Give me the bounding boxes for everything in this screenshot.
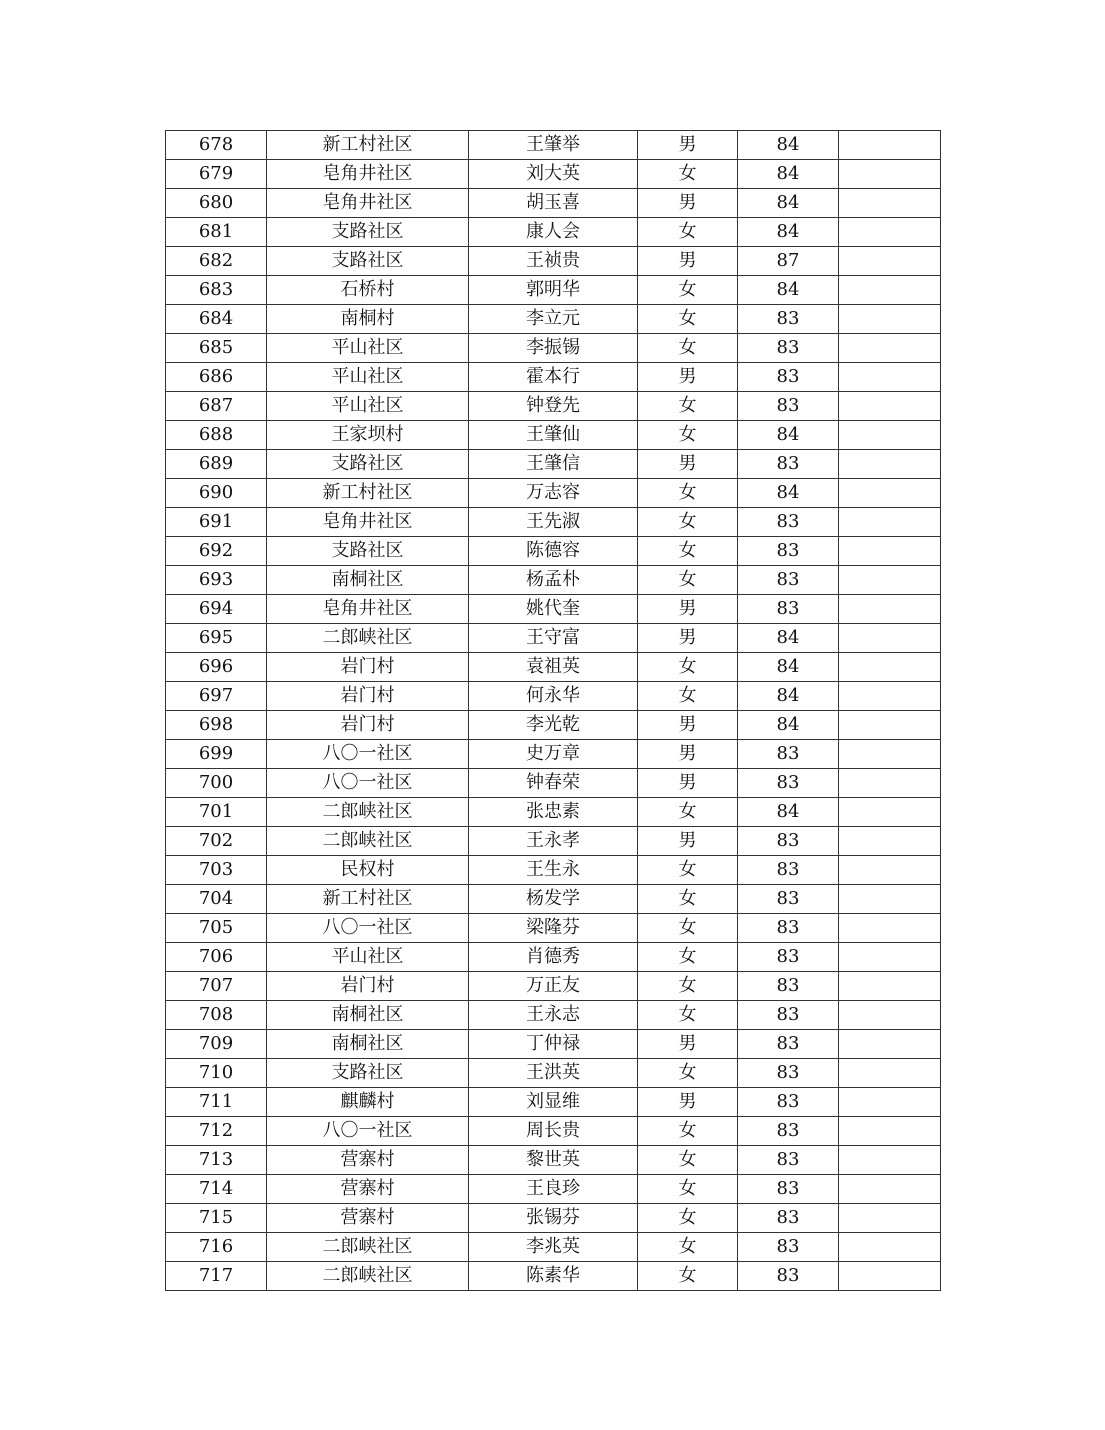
name-cell: 王生永 [469,856,638,885]
note-cell [839,1262,941,1291]
community-cell: 支路社区 [267,218,469,247]
gender-cell: 男 [638,131,738,160]
note-cell [839,218,941,247]
table-row [166,943,941,972]
community-cell: 营寨村 [267,1175,469,1204]
name-cell: 黎世英 [469,1146,638,1175]
row-number-cell: 704 [166,885,267,914]
community-cell: 八〇一社区 [267,1117,469,1146]
note-cell [839,450,941,479]
name-cell: 丁仲禄 [469,1030,638,1059]
table-row [166,1175,941,1204]
table-row [166,218,941,247]
gender-cell: 女 [638,421,738,450]
name-cell: 刘大英 [469,160,638,189]
name-cell: 陈素华 [469,1262,638,1291]
community-cell: 二郎峡社区 [267,1262,469,1291]
gender-cell: 女 [638,914,738,943]
age-cell: 84 [738,131,839,160]
note-cell [839,1146,941,1175]
name-cell: 王先淑 [469,508,638,537]
gender-cell: 男 [638,189,738,218]
age-cell: 84 [738,653,839,682]
community-cell: 平山社区 [267,392,469,421]
age-cell: 83 [738,972,839,1001]
community-cell: 岩门村 [267,711,469,740]
community-cell: 二郎峡社区 [267,798,469,827]
gender-cell: 男 [638,769,738,798]
table-row [166,363,941,392]
row-number-cell: 691 [166,508,267,537]
row-number-cell: 688 [166,421,267,450]
community-cell: 石桥村 [267,276,469,305]
community-cell: 岩门村 [267,653,469,682]
name-cell: 杨孟朴 [469,566,638,595]
community-cell: 皂角井社区 [267,189,469,218]
name-cell: 王肇信 [469,450,638,479]
row-number-cell: 714 [166,1175,267,1204]
gender-cell: 女 [638,653,738,682]
table-row [166,1001,941,1030]
name-cell: 钟春荣 [469,769,638,798]
age-cell: 83 [738,827,839,856]
age-cell: 83 [738,595,839,624]
table-row [166,740,941,769]
gender-cell: 女 [638,392,738,421]
name-cell: 杨发学 [469,885,638,914]
note-cell [839,421,941,450]
note-cell [839,1059,941,1088]
age-cell: 84 [738,189,839,218]
table-row [166,479,941,508]
age-cell: 83 [738,1175,839,1204]
name-cell: 钟登先 [469,392,638,421]
age-cell: 83 [738,537,839,566]
note-cell [839,624,941,653]
name-cell: 周长贵 [469,1117,638,1146]
row-number-cell: 700 [166,769,267,798]
note-cell [839,827,941,856]
note-cell [839,1204,941,1233]
table-row [166,508,941,537]
gender-cell: 女 [638,943,738,972]
age-cell: 83 [738,334,839,363]
table-row [166,711,941,740]
community-cell: 南桐社区 [267,566,469,595]
gender-cell: 女 [638,1175,738,1204]
roster-table [165,130,941,1291]
name-cell: 郭明华 [469,276,638,305]
table-row [166,189,941,218]
note-cell [839,885,941,914]
row-number-cell: 717 [166,1262,267,1291]
name-cell: 李兆英 [469,1233,638,1262]
table-row [166,827,941,856]
table-row [166,595,941,624]
row-number-cell: 715 [166,1204,267,1233]
note-cell [839,508,941,537]
row-number-cell: 683 [166,276,267,305]
gender-cell: 男 [638,1030,738,1059]
note-cell [839,856,941,885]
community-cell: 麒麟村 [267,1088,469,1117]
note-cell [839,943,941,972]
note-cell [839,276,941,305]
table-row [166,160,941,189]
row-number-cell: 682 [166,247,267,276]
gender-cell: 男 [638,1088,738,1117]
age-cell: 84 [738,624,839,653]
gender-cell: 女 [638,276,738,305]
name-cell: 王肇举 [469,131,638,160]
age-cell: 84 [738,682,839,711]
gender-cell: 男 [638,450,738,479]
row-number-cell: 684 [166,305,267,334]
age-cell: 84 [738,798,839,827]
row-number-cell: 706 [166,943,267,972]
age-cell: 84 [738,218,839,247]
table-row [166,1030,941,1059]
note-cell [839,740,941,769]
name-cell: 李立元 [469,305,638,334]
community-cell: 支路社区 [267,1059,469,1088]
age-cell: 83 [738,1001,839,1030]
note-cell [839,566,941,595]
note-cell [839,1175,941,1204]
note-cell [839,1117,941,1146]
community-cell: 平山社区 [267,943,469,972]
gender-cell: 女 [638,1146,738,1175]
row-number-cell: 711 [166,1088,267,1117]
note-cell [839,479,941,508]
table-row [166,1146,941,1175]
name-cell: 王洪英 [469,1059,638,1088]
table-row [166,682,941,711]
age-cell: 84 [738,711,839,740]
note-cell [839,972,941,1001]
gender-cell: 男 [638,363,738,392]
note-cell [839,1088,941,1117]
name-cell: 肖德秀 [469,943,638,972]
gender-cell: 男 [638,827,738,856]
age-cell: 84 [738,479,839,508]
gender-cell: 女 [638,798,738,827]
table-row [166,131,941,160]
note-cell [839,305,941,334]
name-cell: 陈德容 [469,537,638,566]
gender-cell: 女 [638,856,738,885]
name-cell: 王守富 [469,624,638,653]
gender-cell: 女 [638,218,738,247]
community-cell: 平山社区 [267,363,469,392]
table-row [166,1204,941,1233]
age-cell: 83 [738,450,839,479]
row-number-cell: 701 [166,798,267,827]
name-cell: 王良珍 [469,1175,638,1204]
table-row [166,450,941,479]
name-cell: 万志容 [469,479,638,508]
name-cell: 张忠素 [469,798,638,827]
community-cell: 八〇一社区 [267,914,469,943]
gender-cell: 男 [638,740,738,769]
age-cell: 83 [738,943,839,972]
roster-table-body [166,131,941,1291]
age-cell: 83 [738,1146,839,1175]
age-cell: 83 [738,363,839,392]
note-cell [839,189,941,218]
gender-cell: 男 [638,624,738,653]
community-cell: 二郎峡社区 [267,624,469,653]
table-row [166,1088,941,1117]
row-number-cell: 708 [166,1001,267,1030]
table-row [166,1233,941,1262]
name-cell: 何永华 [469,682,638,711]
table-row [166,392,941,421]
gender-cell: 男 [638,247,738,276]
table-row [166,856,941,885]
name-cell: 胡玉喜 [469,189,638,218]
community-cell: 八〇一社区 [267,769,469,798]
row-number-cell: 680 [166,189,267,218]
gender-cell: 女 [638,508,738,537]
age-cell: 83 [738,1059,839,1088]
name-cell: 张锡芬 [469,1204,638,1233]
name-cell: 王永孝 [469,827,638,856]
table-row [166,914,941,943]
note-cell [839,363,941,392]
row-number-cell: 712 [166,1117,267,1146]
note-cell [839,392,941,421]
row-number-cell: 679 [166,160,267,189]
name-cell: 姚代奎 [469,595,638,624]
gender-cell: 女 [638,1001,738,1030]
row-number-cell: 681 [166,218,267,247]
row-number-cell: 689 [166,450,267,479]
table-row [166,972,941,1001]
note-cell [839,537,941,566]
table-row [166,624,941,653]
row-number-cell: 707 [166,972,267,1001]
row-number-cell: 716 [166,1233,267,1262]
note-cell [839,131,941,160]
row-number-cell: 699 [166,740,267,769]
row-number-cell: 686 [166,363,267,392]
gender-cell: 女 [638,1233,738,1262]
community-cell: 皂角井社区 [267,160,469,189]
age-cell: 83 [738,305,839,334]
age-cell: 84 [738,276,839,305]
age-cell: 83 [738,740,839,769]
age-cell: 84 [738,421,839,450]
age-cell: 84 [738,160,839,189]
gender-cell: 女 [638,1117,738,1146]
age-cell: 83 [738,856,839,885]
community-cell: 王家坝村 [267,421,469,450]
name-cell: 刘显维 [469,1088,638,1117]
note-cell [839,914,941,943]
table-row [166,537,941,566]
name-cell: 李振锡 [469,334,638,363]
note-cell [839,769,941,798]
age-cell: 87 [738,247,839,276]
community-cell: 支路社区 [267,247,469,276]
community-cell: 新工村社区 [267,885,469,914]
row-number-cell: 703 [166,856,267,885]
row-number-cell: 687 [166,392,267,421]
note-cell [839,1030,941,1059]
gender-cell: 男 [638,595,738,624]
note-cell [839,682,941,711]
age-cell: 83 [738,508,839,537]
table-row [166,1262,941,1291]
gender-cell: 女 [638,160,738,189]
age-cell: 83 [738,392,839,421]
gender-cell: 女 [638,1204,738,1233]
gender-cell: 女 [638,566,738,595]
community-cell: 岩门村 [267,972,469,1001]
table-row [166,247,941,276]
community-cell: 支路社区 [267,450,469,479]
row-number-cell: 695 [166,624,267,653]
name-cell: 康人会 [469,218,638,247]
name-cell: 王祯贵 [469,247,638,276]
table-row [166,798,941,827]
row-number-cell: 685 [166,334,267,363]
gender-cell: 女 [638,305,738,334]
community-cell: 皂角井社区 [267,508,469,537]
row-number-cell: 702 [166,827,267,856]
gender-cell: 女 [638,885,738,914]
gender-cell: 女 [638,972,738,1001]
row-number-cell: 694 [166,595,267,624]
community-cell: 新工村社区 [267,479,469,508]
row-number-cell: 693 [166,566,267,595]
table-row [166,566,941,595]
age-cell: 83 [738,1088,839,1117]
name-cell: 王肇仙 [469,421,638,450]
note-cell [839,160,941,189]
table-row [166,421,941,450]
community-cell: 营寨村 [267,1204,469,1233]
gender-cell: 女 [638,1059,738,1088]
name-cell: 万正友 [469,972,638,1001]
community-cell: 八〇一社区 [267,740,469,769]
name-cell: 史万章 [469,740,638,769]
age-cell: 83 [738,566,839,595]
name-cell: 袁祖英 [469,653,638,682]
age-cell: 83 [738,1262,839,1291]
table-row [166,769,941,798]
note-cell [839,1001,941,1030]
gender-cell: 女 [638,479,738,508]
gender-cell: 女 [638,334,738,363]
community-cell: 南桐社区 [267,1001,469,1030]
community-cell: 二郎峡社区 [267,1233,469,1262]
name-cell: 梁隆芬 [469,914,638,943]
table-row [166,653,941,682]
community-cell: 新工村社区 [267,131,469,160]
age-cell: 83 [738,885,839,914]
community-cell: 支路社区 [267,537,469,566]
community-cell: 皂角井社区 [267,595,469,624]
table-row [166,276,941,305]
age-cell: 83 [738,1030,839,1059]
row-number-cell: 713 [166,1146,267,1175]
community-cell: 二郎峡社区 [267,827,469,856]
note-cell [839,595,941,624]
note-cell [839,247,941,276]
note-cell [839,798,941,827]
row-number-cell: 697 [166,682,267,711]
row-number-cell: 692 [166,537,267,566]
table-row [166,305,941,334]
table-row [166,1059,941,1088]
note-cell [839,711,941,740]
age-cell: 83 [738,769,839,798]
age-cell: 83 [738,1233,839,1262]
name-cell: 王永志 [469,1001,638,1030]
row-number-cell: 705 [166,914,267,943]
row-number-cell: 690 [166,479,267,508]
community-cell: 营寨村 [267,1146,469,1175]
row-number-cell: 678 [166,131,267,160]
community-cell: 民权村 [267,856,469,885]
community-cell: 岩门村 [267,682,469,711]
community-cell: 平山社区 [267,334,469,363]
row-number-cell: 710 [166,1059,267,1088]
row-number-cell: 698 [166,711,267,740]
note-cell [839,1233,941,1262]
name-cell: 李光乾 [469,711,638,740]
note-cell [839,653,941,682]
note-cell [839,334,941,363]
gender-cell: 女 [638,537,738,566]
gender-cell: 男 [638,711,738,740]
name-cell: 霍本行 [469,363,638,392]
table-row [166,334,941,363]
table-row [166,885,941,914]
row-number-cell: 709 [166,1030,267,1059]
gender-cell: 女 [638,1262,738,1291]
row-number-cell: 696 [166,653,267,682]
community-cell: 南桐社区 [267,1030,469,1059]
age-cell: 83 [738,914,839,943]
age-cell: 83 [738,1204,839,1233]
gender-cell: 女 [638,682,738,711]
age-cell: 83 [738,1117,839,1146]
community-cell: 南桐村 [267,305,469,334]
table-row [166,1117,941,1146]
